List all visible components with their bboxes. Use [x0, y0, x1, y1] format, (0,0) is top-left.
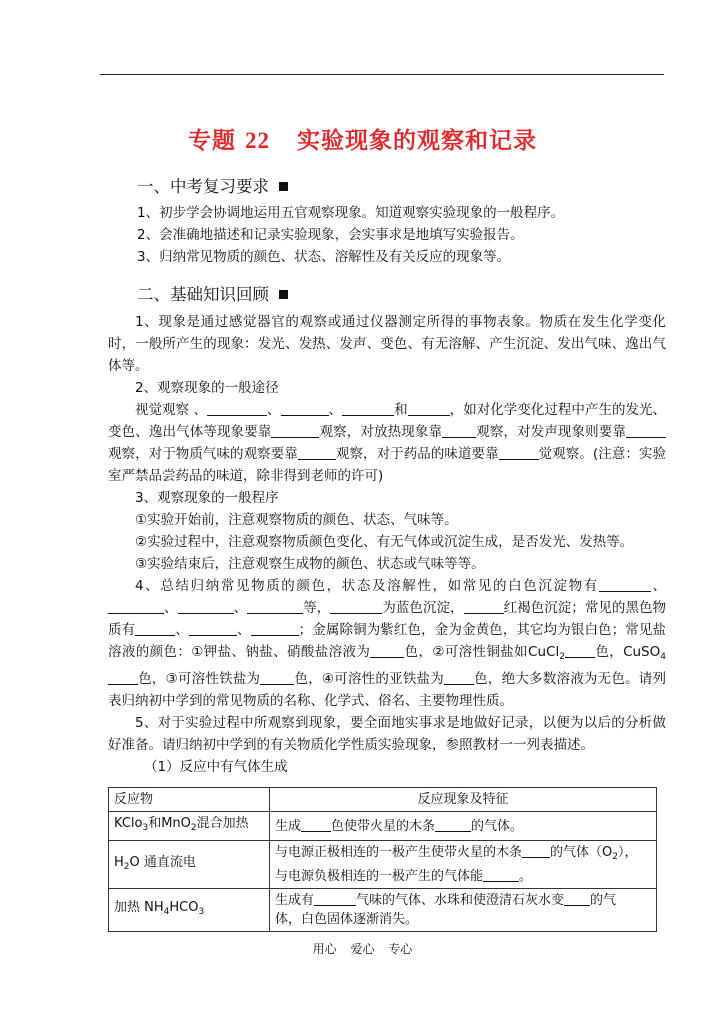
paragraph-2: 视觉观察 、 、 、 和 ，如对化学变化过程中产生的发光、变色、逸出气体等现象要靠 观察，对放热现象靠 观察，对发声现象则要靠观察，对于物质气味的观察要靠 观察，对于药品的味道要靠 觉观察。(注意：实验室严禁品尝药品的味道，除非得到老师的许可) — [108, 402, 667, 484]
blank — [522, 843, 550, 858]
blank — [108, 599, 164, 614]
table-row — [109, 889, 657, 932]
blank — [435, 817, 471, 832]
blank — [565, 643, 595, 658]
section2-heading — [137, 281, 288, 305]
square-bullet-icon — [279, 182, 288, 191]
section2-body — [108, 311, 666, 778]
procedure-item: ①实验开始前，注意观察物质的颜色、状态、气味等。 — [135, 512, 458, 528]
blank — [251, 621, 299, 636]
reactant-cell: 加热 $NH_4HCO_3$ — [109, 889, 270, 932]
requirement-item: 2、会准确地描述和记录实验现象，会实事求是地填写实验报告。 — [137, 227, 524, 243]
section1-heading-text: 一、中考复习要求 — [137, 177, 269, 196]
table-header-cell: 反应物 — [109, 788, 270, 812]
blank — [564, 891, 590, 906]
paragraph-2-title: 2、观察现象的一般途径 — [135, 380, 279, 396]
table-row — [109, 841, 657, 889]
blank — [408, 401, 450, 416]
header-rule — [100, 74, 664, 75]
requirement-item: 3、归纳常见物质的颜色、状态、溶解性及有关反应的现象等。 — [137, 249, 511, 265]
title-text: 实验现象的观察和记录 — [297, 127, 538, 154]
blank — [301, 817, 331, 832]
reactant-cell: KClo$_3$和MnO$_2$混合加热 — [109, 812, 270, 841]
procedure-item: ③实验结束后，注意观察生成物的颜色、状态或气味等等。 — [135, 556, 485, 572]
blank — [342, 401, 394, 416]
square-bullet-icon — [279, 290, 288, 299]
phenomenon-cell: 与电源正极相连的一极产生使带火星的木条 的气体$(O_2)$， 与电源负极相连的一极产生的气体能 。 — [270, 841, 657, 889]
blank — [108, 670, 138, 685]
page-footer: 用心 爱心 专心 — [312, 942, 413, 956]
table-header-row — [109, 788, 657, 812]
blank — [207, 401, 267, 416]
phenomenon-cell: 生成有 气味的气体、水珠和使澄清石灰水变 的气 体，白色固体逐渐消失。 — [270, 889, 657, 932]
title-number: 22 — [244, 128, 270, 153]
reactant-cell: $H_2O$ 通直流电 — [109, 841, 270, 889]
section1-heading — [137, 173, 288, 197]
paragraph-3-title: 3、观察现象的一般程序 — [135, 490, 279, 506]
blank — [247, 599, 303, 614]
paragraph-1: 1、现象是通过感觉器官的观察或通过仪器测定所得的事物表象。物质在发生化学变化时，一般所产生的现象：发光、发热、发声、变色、有无溶解、产生沉淀、发出气味、逸出气体等。 — [108, 314, 666, 374]
subsection-label: （1）反应中有气体生成 — [144, 759, 288, 775]
blank — [444, 670, 474, 685]
procedure-item: ②实验过程中，注意观察物质颜色变化、有无气体或沉淀生成，是否发光、发热等。 — [135, 534, 634, 550]
title-prefix: 专题 — [187, 127, 236, 154]
blank — [599, 577, 651, 592]
page-title — [0, 122, 725, 155]
blank — [483, 867, 519, 882]
table-header-cell: 反应现象及特征 — [270, 788, 657, 812]
blank — [370, 643, 404, 658]
blank — [298, 445, 336, 460]
reaction-table — [108, 787, 657, 932]
blank — [442, 423, 476, 438]
table-row — [109, 812, 657, 841]
blank — [271, 423, 319, 438]
blank — [260, 670, 294, 685]
blank — [464, 599, 504, 614]
blank — [189, 621, 237, 636]
blank — [626, 423, 666, 438]
phenomenon-cell: 生成 色使带火星的木条 的气体。 — [270, 812, 657, 841]
paragraph-4: 4、总结归纳常见物质的颜色，状态及溶解性，如常见的白色沉淀物有 、、 、 等， 为蓝色沉淀， 红褐色沉淀；常见的黑色物质有 、 、 ；金属除铜为紫红色，金为金黄色，其它均为银白色；常见盐溶液的颜色：①钾盐、钠盐、硝酸盐溶液为 色，②可溶性铜盐如CuCl$_2$ 色，CuSO$_4$色，③可溶性铁盐为 色，④可溶性的亚铁盐为 色，绝大多数溶液为无色。请列表归纳初中学到的常见物质的名称、化学式、俗名、主要物理性质。 — [108, 578, 667, 709]
blank — [499, 445, 539, 460]
section2-heading-text: 二、基础知识回顾 — [137, 285, 269, 304]
blank — [314, 891, 356, 906]
blank — [135, 621, 175, 636]
blank — [178, 599, 234, 614]
blank — [330, 599, 382, 614]
requirement-item: 1、初步学会协调地运用五官观察现象。知道观察实验现象的一般程序。 — [137, 205, 565, 221]
paragraph-5: 5、对于实验过程中所观察到现象，要全面地实事求是地做好记录，以便为以后的分析做好准备。请归纳初中学到的有关物质化学性质实验现象，参照教材一一列表描述。 — [108, 715, 666, 753]
blank — [281, 401, 329, 416]
